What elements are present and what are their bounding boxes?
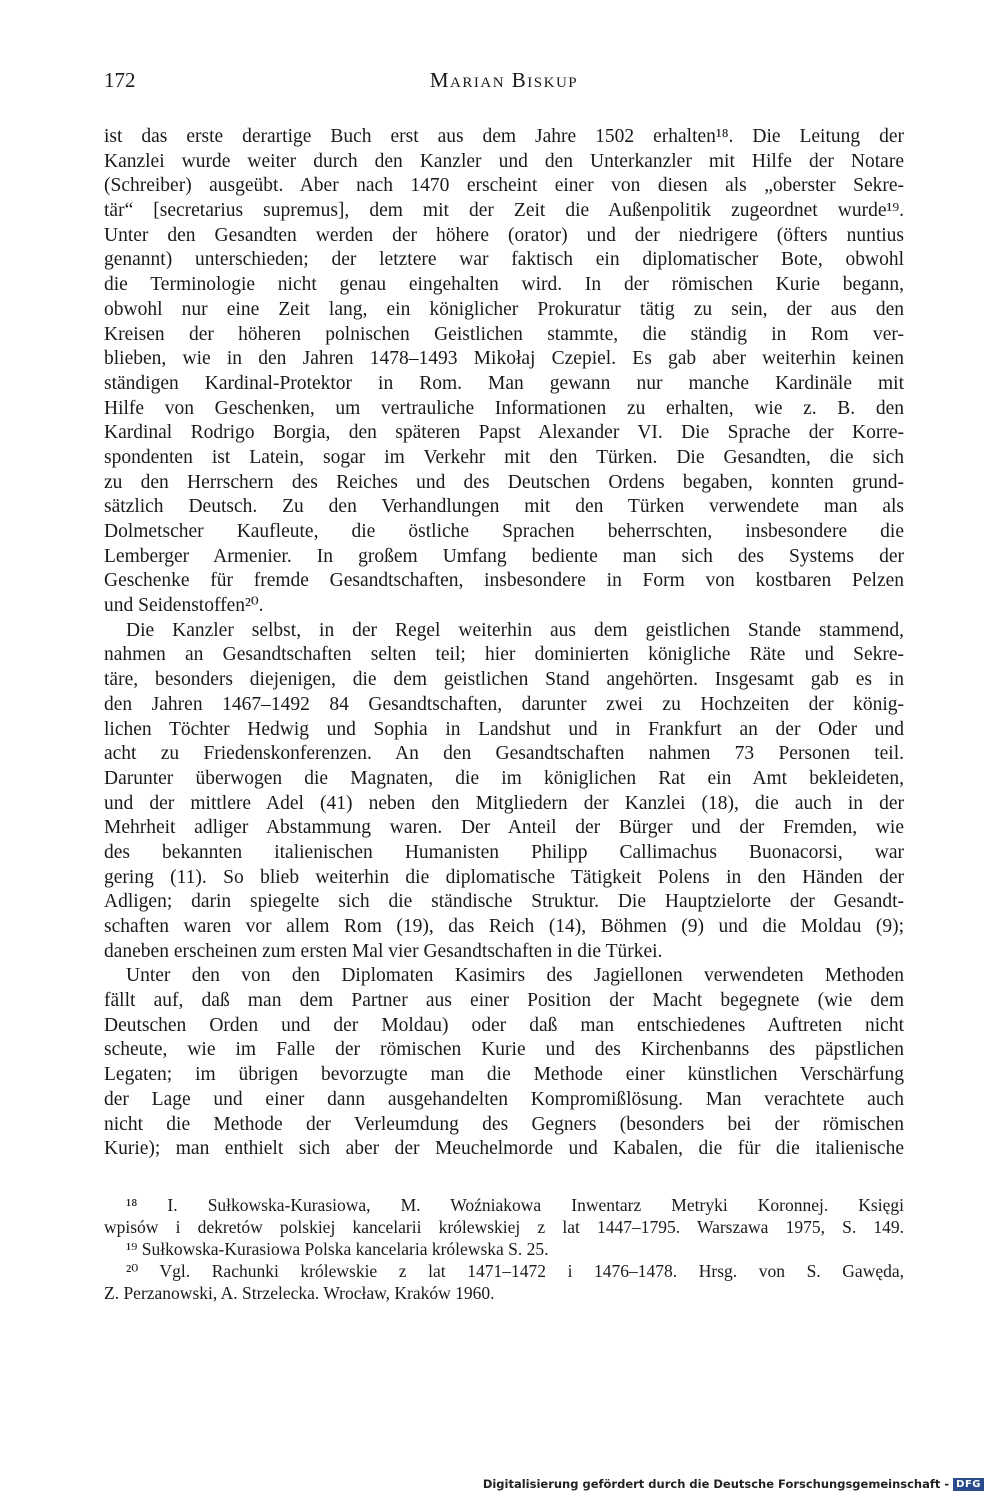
text-line: Kanzlei wurde weiter durch den Kanzler und den Unterkanzler mit Hilfe der Notare xyxy=(104,150,904,172)
text-line: nicht die Methode der Verleumdung des Gegners (besonders bei der römischen xyxy=(104,1113,904,1135)
text-line: genannt) unterschieden; der letztere war faktisch ein diplomatischer Bote, obwohl xyxy=(104,249,904,271)
text-line: Lemberger Armenier. In großem Umfang bediente man sich des Systems der xyxy=(104,545,904,567)
text-line: Legaten; im übrigen bevorzugte man die Methode einer künstlichen Verschärfung xyxy=(104,1064,904,1086)
credit-text: Digitalisierung gefördert durch die Deutsche Forschungsgemeinschaft - xyxy=(482,1477,950,1491)
body-text xyxy=(104,125,904,1162)
text-line: obwohl nur eine Zeit lang, ein königlicher Prokuratur tätig zu sein, der aus den xyxy=(104,298,904,320)
text-line: Die Kanzler selbst, in der Regel weiterhin aus dem geistlichen Stande stammend, xyxy=(126,619,904,641)
text-line: blieben, wie in den Jahren 1478–1493 Mikołaj Czepiel. Es gab aber weiterhin keinen xyxy=(104,348,904,370)
text-line: sätzlich Deutsch. Zu den Verhandlungen mit den Türken verwendete man als xyxy=(104,496,904,518)
text-line: Darunter überwogen die Magnaten, die im königlichen Rat ein Amt bekleideten, xyxy=(104,767,904,789)
text-line: fällt auf, daß man dem Partner aus einer Position der Macht begegnete (wie dem xyxy=(104,990,904,1012)
text-line: Unter den Gesandten werden der höhere (orator) und der niedrigere (öfters nuntius xyxy=(104,224,904,246)
text-line: und der mittlere Adel (41) neben den Mitgliedern der Kanzlei (18), die auch in der xyxy=(104,792,904,814)
text-line: scheute, wie im Falle der römischen Kurie und des Kirchenbanns des päpstlichen xyxy=(104,1039,904,1061)
text-line: nahmen an Gesandtschaften selten teil; hier dominierten königliche Räte und Sekre- xyxy=(104,644,904,666)
text-line: Deutschen Orden und der Moldau) oder daß man entschiedenes Auftreten nicht xyxy=(104,1014,904,1036)
text-line: den Jahren 1467–1492 84 Gesandtschaften, darunter zwei zu Hochzeiten der könig- xyxy=(104,693,904,715)
footnote-line: ¹⁸ I. Sułkowska-Kurasiowa, M. Woźniakowa Inwentarz Metryki Koronnej. Księgi xyxy=(126,1195,904,1215)
text-line: tär“ [secretarius supremus], dem mit der Zeit die Außenpolitik zugeordnet wurde¹⁹. xyxy=(104,200,904,222)
text-line: spondenten ist Latein, sogar im Verkehr mit den Türken. Die Gesandten, die sich xyxy=(104,446,904,468)
text-line: Unter den von den Diplomaten Kasimirs des Jagiellonen verwendeten Methoden xyxy=(126,965,904,987)
text-line: Hilfe von Geschenken, um vertrauliche Informationen zu erhalten, wie z. B. den xyxy=(104,397,904,419)
text-line: die Terminologie nicht genau eingehalten wird. In der römischen Kurie begann, xyxy=(104,274,904,296)
text-line: daneben erscheinen zum ersten Mal vier Gesandtschaften in die Türkei. xyxy=(104,940,663,962)
text-line: des bekannten italienischen Humanisten Philipp Callimachus Buonacorsi, war xyxy=(104,841,904,863)
text-line: zu den Herrschern des Reiches und des Deutschen Ordens begaben, konnten grund- xyxy=(104,471,904,493)
text-line: ist das erste derartige Buch erst aus dem Jahre 1502 erhalten¹⁸. Die Leitung der xyxy=(104,126,904,147)
text-line: schaften waren vor allem Rom (19), das Reich (14), Böhmen (9) und die Moldau (9); xyxy=(104,916,904,937)
digitization-credit xyxy=(483,1477,984,1491)
page-header xyxy=(104,68,904,100)
text-line: Kreisen der höheren polnischen Geistlichen stammte, die ständig in Rom ver- xyxy=(104,323,904,345)
footnote-line: wpisów i dekretów polskiej kancelarii królewskiej z lat 1447–1795. Warszawa 1975, S. 149. xyxy=(104,1217,904,1237)
running-head: Marian Biskup xyxy=(429,68,579,92)
page-number: 172 xyxy=(104,68,136,92)
text-line: der Lage und einer dann ausgehandelten Kompromißlösung. Man verachtete auch xyxy=(104,1088,904,1110)
text-line: Kurie); man enthielt sich aber der Meuchelmorde und Kabalen, die für die italienische xyxy=(104,1138,904,1160)
text-line: Adligen; darin spiegelte sich die ständische Struktur. Die Hauptzielorte der Gesandt- xyxy=(104,891,904,913)
text-line: Mehrheit adliger Abstammung waren. Der Anteil der Bürger und der Fremden, wie xyxy=(104,817,904,839)
text-line: und Seidenstoffen²⁰. xyxy=(104,595,264,617)
text-line: täre, besonders diejenigen, die dem geistlichen Stand angehörten. Insgesamt gab es in xyxy=(104,669,904,691)
text-line: gering (11). So blieb weiterhin die diplomatische Tätigkeit Polens in den Händen der xyxy=(104,866,904,888)
text-line: acht zu Friedenskonferenzen. An den Gesandtschaften nahmen 73 Personen teil. xyxy=(104,743,904,765)
text-line: Kardinal Rodrigo Borgia, den späteren Papst Alexander VI. Die Sprache der Korre- xyxy=(104,422,904,444)
text-line: Geschenke für fremde Gesandtschaften, insbesondere in Form von kostbaren Pelzen xyxy=(104,570,904,592)
footnotes xyxy=(104,1194,904,1304)
text-line: ständigen Kardinal-Protektor in Rom. Man gewann nur manche Kardinäle mit xyxy=(104,372,904,394)
footnote-line: Z. Perzanowski, A. Strzelecka. Wrocław, Kraków 1960. xyxy=(104,1283,495,1303)
text-line: (Schreiber) ausgeübt. Aber nach 1470 erscheint einer von diesen als „oberster Sekre- xyxy=(104,175,904,197)
text-line: Dolmetscher Kaufleute, die östliche Sprachen beherrschten, insbesondere die xyxy=(104,521,904,542)
text-line: lichen Töchter Hedwig und Sophia in Landshut und in Frankfurt an der Oder und xyxy=(104,718,904,740)
dfg-logo: DFG xyxy=(953,1478,984,1491)
footnote-line: ²⁰ Vgl. Rachunki królewskie z lat 1471–1472 i 1476–1478. Hrsg. von S. Gawęda, xyxy=(126,1261,904,1281)
footnote-line: ¹⁹ Sułkowska-Kurasiowa Polska kancelaria królewska S. 25. xyxy=(126,1239,549,1259)
